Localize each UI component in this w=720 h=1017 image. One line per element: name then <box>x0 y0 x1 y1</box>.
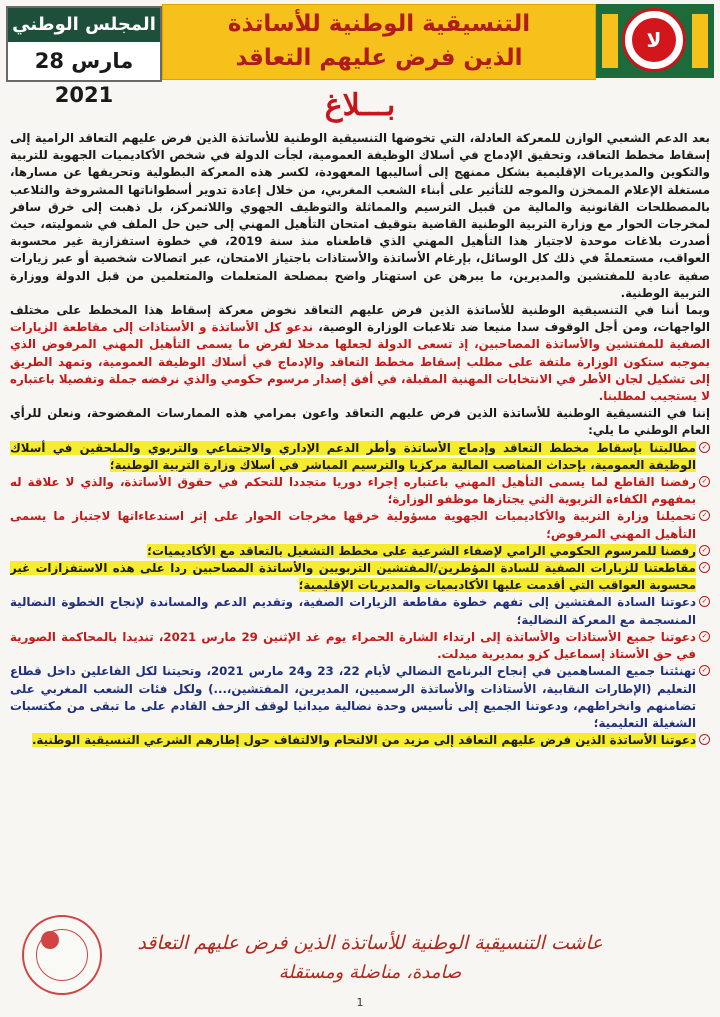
demand-item-text: دعوتنا السادة المفتشين إلى تفهم خطوة مقاطعة الزيارات الصفية، وتقديم الدعم والمساندة لإنجاح الخطوة النضالية المنسجمة مع المعركة النضالية؛ <box>10 595 696 627</box>
demand-item-text: مطالبتنا بإسقاط مخطط التعاقد وإدماج الأساتذة وأطر الدعم الإداري والاجتماعي والتربوي والملحقين في أسلاك الوظيفة العمومية، بإحداث المناصب المالية مركزيا والترسيم المباشر في أسلاك وزارة التربية الوطنية؛ <box>10 440 696 472</box>
declaration-paragraph: إننا في التنسيقية الوطنية للأساتذة الذين فرض عليهم التعاقد واعون بمرامي هذه الممارسات المفضوحة، ونعلن للرأي العام الوطني ما يلي: <box>10 406 710 438</box>
official-stamp <box>22 915 102 995</box>
demand-item <box>10 732 710 749</box>
demand-item <box>10 508 710 542</box>
demand-item-text: تهنئتنا جميع المساهمين في إنجاح البرنامج النضالي لأيام 22، 23 و24 مارس 2021، وتحيتنا لكل الفاعلين داخل قطاع التعليم (الإطارات النقابية، الأستاذات والأساتذة الرسميين، المديرين، المفتشين،...) ولكل فئات الشعب المغربي على تضامنهم وانخراطهم، ودعوتنا الجميع إلى تأسيس وحدة نضالية ميدانيا لوقف الزحف القادم على ما تبقى من مكتسبات الشغيلة التعليمية؛ <box>10 664 696 730</box>
bullet-icon: ✓ <box>699 562 710 573</box>
bullet-icon: ✓ <box>699 734 710 745</box>
call-paragraph <box>10 302 710 405</box>
demand-item <box>10 663 710 732</box>
bullet-icon: ✓ <box>699 510 710 521</box>
bullet-icon: ✓ <box>699 631 710 642</box>
council-date-box <box>6 6 162 107</box>
title-line-2: الذين فرض عليهم التعاقد <box>235 45 523 71</box>
demand-item-text: رفضنا للمرسوم الحكومي الرامي لإضفاء الشرعية على مخطط التشغيل بالتعاقد مع الأكاديميات؛ <box>147 543 696 558</box>
demand-item <box>10 594 710 628</box>
page-number: 1 <box>356 996 364 1009</box>
demand-item-text: رفضنا القاطع لما يسمى التأهيل المهني باعتباره إجراء دوريا متجددا للتحكم في حقوق الأساتذة، والذي لا علاقة له بمفهوم الكفاءة التربوية التي يجتازها موظفو الوزارة؛ <box>10 475 696 507</box>
bullet-icon: ✓ <box>699 665 710 676</box>
statement-body <box>10 130 710 910</box>
intro-paragraph: بعد الدعم الشعبي الوازن للمعركة العادلة، التي تخوضها التنسيقية الوطنية للأساتذة الذين فرض عليهم التعاقد الرامية إلى إسقاط مخطط التعاقد، وتحقيق الإدماج في أسلاك الوظيفة العمومية، لجأت الدولة في شخص الأكاديميات الجهوية للتربية والتكوين والمديريات الإقليمية بشكل ممنهج إلى أساليبها المعهودة، لكسر هذه المعركة البطولية وتحريفها عن مسارها، مستغلة الإعلام الممخزن والموجه للتأثير على أبناء الشعب المغربي، من خلال إعادة تدوير أسطواناتها المشروخة والتلاعب بالمصطلحات القانونية والمالية من قبيل الترسيم والمماثلة والتوظيف الجهوي واللاتمركز، بل ذهبت إلى خرق سافر لمخرجات الحوار مع وزارة التربية الوطنية القاضية بتوقيف امتحان التأهيل المهني إلى حين حل الملف في شموليته، حيث أصدرت بلاغات موحدة لاجتياز هذا التأهيل المهني الذي قاطعناه منذ سنة 2019، في خطوة استفزازية غير محسوبة العواقب، مستعملةً في ذلك كل الوسائل، بإرغام الأساتذة والأستاذات باجتياز الامتحان، عبر اتصالات شخصية أو عبر زيارات صفية عادية للمفتشين والمديرين، ما يبرهن عن استهتار واضح بمصلحة المتعلمات والمتعلمين من قبل الدولة ووزارة التربية الوطنية. <box>10 131 710 300</box>
stamp-logo-icon <box>41 931 59 949</box>
demand-item <box>10 440 710 474</box>
call-paragraph-context: وبما أننا في التنسيقية الوطنية للأساتذة الذين فرض عليهم التعاقد نخوض معركة إسقاط هذا المخطط على مختلف الواجهات، ومن أجل الوقوف سدا منيعا ضد تلاعبات الوزارة الوصية، <box>10 303 710 335</box>
closing-slogan-line-2: صامدة، مناضلة ومستقلة <box>278 962 462 983</box>
logo-emblem-text: لا <box>632 18 676 62</box>
title-line-1: التنسيقية الوطنية للأساتذة <box>227 11 531 37</box>
demand-item <box>10 560 710 594</box>
demand-item-text: مقاطعتنا للزيارات الصفية للسادة المؤطرين/المفتشين التربويين والأساتذة المصاحبين ردا على هذه الاستفزازات غير محسوبة العواقب التي أقدمت عليها الأكاديميات والمديريات الإقليمية؛ <box>10 561 696 593</box>
demand-item-text: تحميلنا وزارة التربية والأكاديميات الجهوية مسؤولية خرقها مخرجات الحوار على إثر استدعاءاتها لاجتياز ما يسمى التأهيل المهني المرفوض؛ <box>10 509 696 541</box>
bullet-icon: ✓ <box>699 596 710 607</box>
council-label: المجلس الوطني <box>8 8 160 42</box>
bullet-icon: ✓ <box>699 476 710 487</box>
closing-slogan-line-1: عاشت التنسيقية الوطنية للأساتذة الذين فرض عليهم التعاقد <box>137 932 603 954</box>
bullet-icon: ✓ <box>699 442 710 453</box>
announcement-title: بـــلاغ <box>324 88 396 123</box>
organization-logo <box>596 4 714 78</box>
call-paragraph-boycott: ندعو كل الأساتذة و الأستاذات إلى مقاطعة الزيارات الصفية للمفتشين والأساتذة المصاحبين، إذ تسعى الدولة لجعلها مدخلا لفرض ما يسمى التأهيل المهني المرفوض الذي بموجبه ستكون الوزارة ملتفة على مطلب إسقاط مخطط التعاقد والإدماج في أسلاك الوظيفة العمومية، وتمهد الطريق إلى تشكيل لجان الأطر في الانتخابات المهنية المقبلة، في أفق إصدار مرسوم حكومي والذي نرفضه جملة وتفصيلا باعتباره لا يستجيب لمطلبنا. <box>10 320 710 404</box>
demand-item-text: دعوتنا جميع الأستاذات والأساتذة إلى ارتداء الشارة الحمراء يوم غد الإثنين 29 مارس 2021، تنديدا بالمحاكمة الصورية في حق الأستاذ إسماعيل كزو بمديرية ميدلت. <box>10 629 696 662</box>
demand-item <box>10 543 710 560</box>
title-banner <box>162 4 596 80</box>
demand-item-text: دعوتنا الأساتذة الذين فرض عليهم التعاقد إلى مزيد من الالتحام والالتفاف حول إطارهم الشرعي التنسيقية الوطنية. <box>31 733 696 748</box>
bullet-icon: ✓ <box>699 545 710 556</box>
logo-stripe-right <box>692 14 708 68</box>
document-date: 28 مارس 2021 <box>34 49 134 107</box>
demand-item <box>10 629 710 663</box>
demands-list <box>10 440 710 750</box>
logo-emblem <box>622 8 686 72</box>
demand-item <box>10 474 710 508</box>
logo-stripe-left <box>602 14 618 68</box>
